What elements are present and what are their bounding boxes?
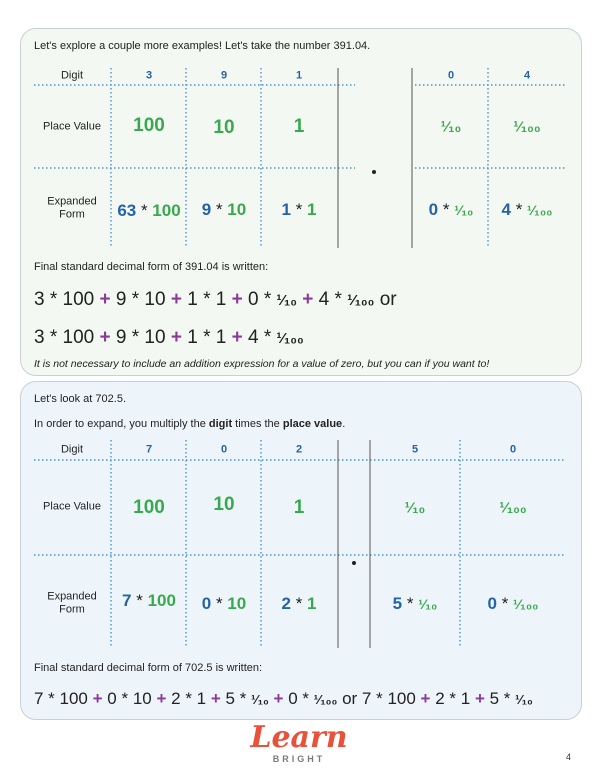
digit-ones: 1 (295, 69, 303, 82)
expanded-tens-2: 0 * 10 (201, 594, 247, 614)
digit-hundreds: 3 (145, 69, 153, 82)
final-form-text-2: Final standard decimal form of 702.5 is written: (34, 662, 263, 674)
page-number: 4 (566, 752, 572, 762)
place-value-hundreds-2: 100 (133, 497, 165, 519)
digit-tens: 9 (220, 69, 228, 82)
expanded-form-label: Expanded Form (47, 195, 97, 220)
place-value-tens: 10 (213, 117, 235, 139)
digit-ones-2: 2 (295, 443, 303, 456)
equation-short: 3 * 100 + 9 * 10 + 1 * 1 + 4 * ¹⁄₁₀₀ (34, 327, 304, 348)
equation-full: 3 * 100 + 9 * 10 + 1 * 1 + 0 * ¹⁄₁₀ + 4 * ¹⁄₁₀₀ or (34, 289, 397, 310)
expanded-ones-2: 2 * 1 (281, 594, 317, 614)
place-value-hundredths: ¹⁄₁₀₀ (513, 118, 541, 136)
place-value-hundreds: 100 (133, 115, 165, 137)
place-value-ones: 1 (293, 116, 305, 138)
expanded-tenths-2: 5 * ¹⁄₁₀ (392, 594, 438, 614)
digit-hundredths: 4 (523, 69, 531, 82)
instruction-text: In order to expand, you multiply the digit times the place value. (34, 418, 346, 430)
equation-702: 7 * 100 + 0 * 10 + 2 * 1 + 5 * ¹⁄₁₀ + 0 * ¹⁄₁₀₀ or 7 * 100 + 2 * 1 + 5 * ¹⁄₁₀ (34, 689, 533, 708)
expanded-ones: 1 * 1 (281, 200, 317, 220)
zero-note: It is not necessary to include an addition expression for a value of zero, but you can if you want to! (34, 358, 490, 370)
expanded-form-label-2: Expanded Form (47, 590, 97, 615)
intro-text-2: Let's look at 702.5. (34, 393, 126, 405)
place-value-label: Place Value (43, 120, 101, 133)
place-value-tenths: ¹⁄₁₀ (440, 118, 462, 136)
digit-tenths-2: 5 (411, 443, 419, 456)
intro-text: Let's explore a couple more examples! Let's take the number 391.04. (34, 40, 371, 52)
place-value-tens-2: 10 (213, 494, 235, 516)
expanded-tens: 9 * 10 (201, 200, 247, 220)
place-value-hundredths-2: ¹⁄₁₀₀ (499, 499, 527, 517)
digit-hundredths-2: 0 (509, 443, 517, 456)
digit-tenths: 0 (447, 69, 455, 82)
expanded-hundreds-2: 7 * 100 (122, 591, 176, 611)
expanded-hundredths: 4 * ¹⁄₁₀₀ (501, 200, 553, 220)
place-value-tenths-2: ¹⁄₁₀ (404, 499, 426, 517)
logo-word: Learn (250, 720, 348, 755)
learn-bright-logo (247, 722, 351, 768)
place-value-ones-2: 1 (293, 497, 305, 519)
logo-subtitle: BRIGHT (272, 754, 326, 764)
expanded-hundreds: 63 * 100 (117, 201, 181, 221)
digit-header: Digit (60, 69, 84, 82)
place-value-label-2: Place Value (43, 500, 101, 513)
expanded-tenths: 0 * ¹⁄₁₀ (428, 200, 474, 220)
decimal-point-2 (352, 561, 356, 565)
decimal-point (372, 170, 376, 174)
digit-hundreds-2: 7 (145, 443, 153, 456)
digit-tens-2: 0 (220, 443, 228, 456)
final-form-text: Final standard decimal form of 391.04 is written: (34, 261, 269, 273)
digit-header-2: Digit (60, 443, 84, 456)
expanded-hundredths-2: 0 * ¹⁄₁₀₀ (487, 594, 539, 614)
